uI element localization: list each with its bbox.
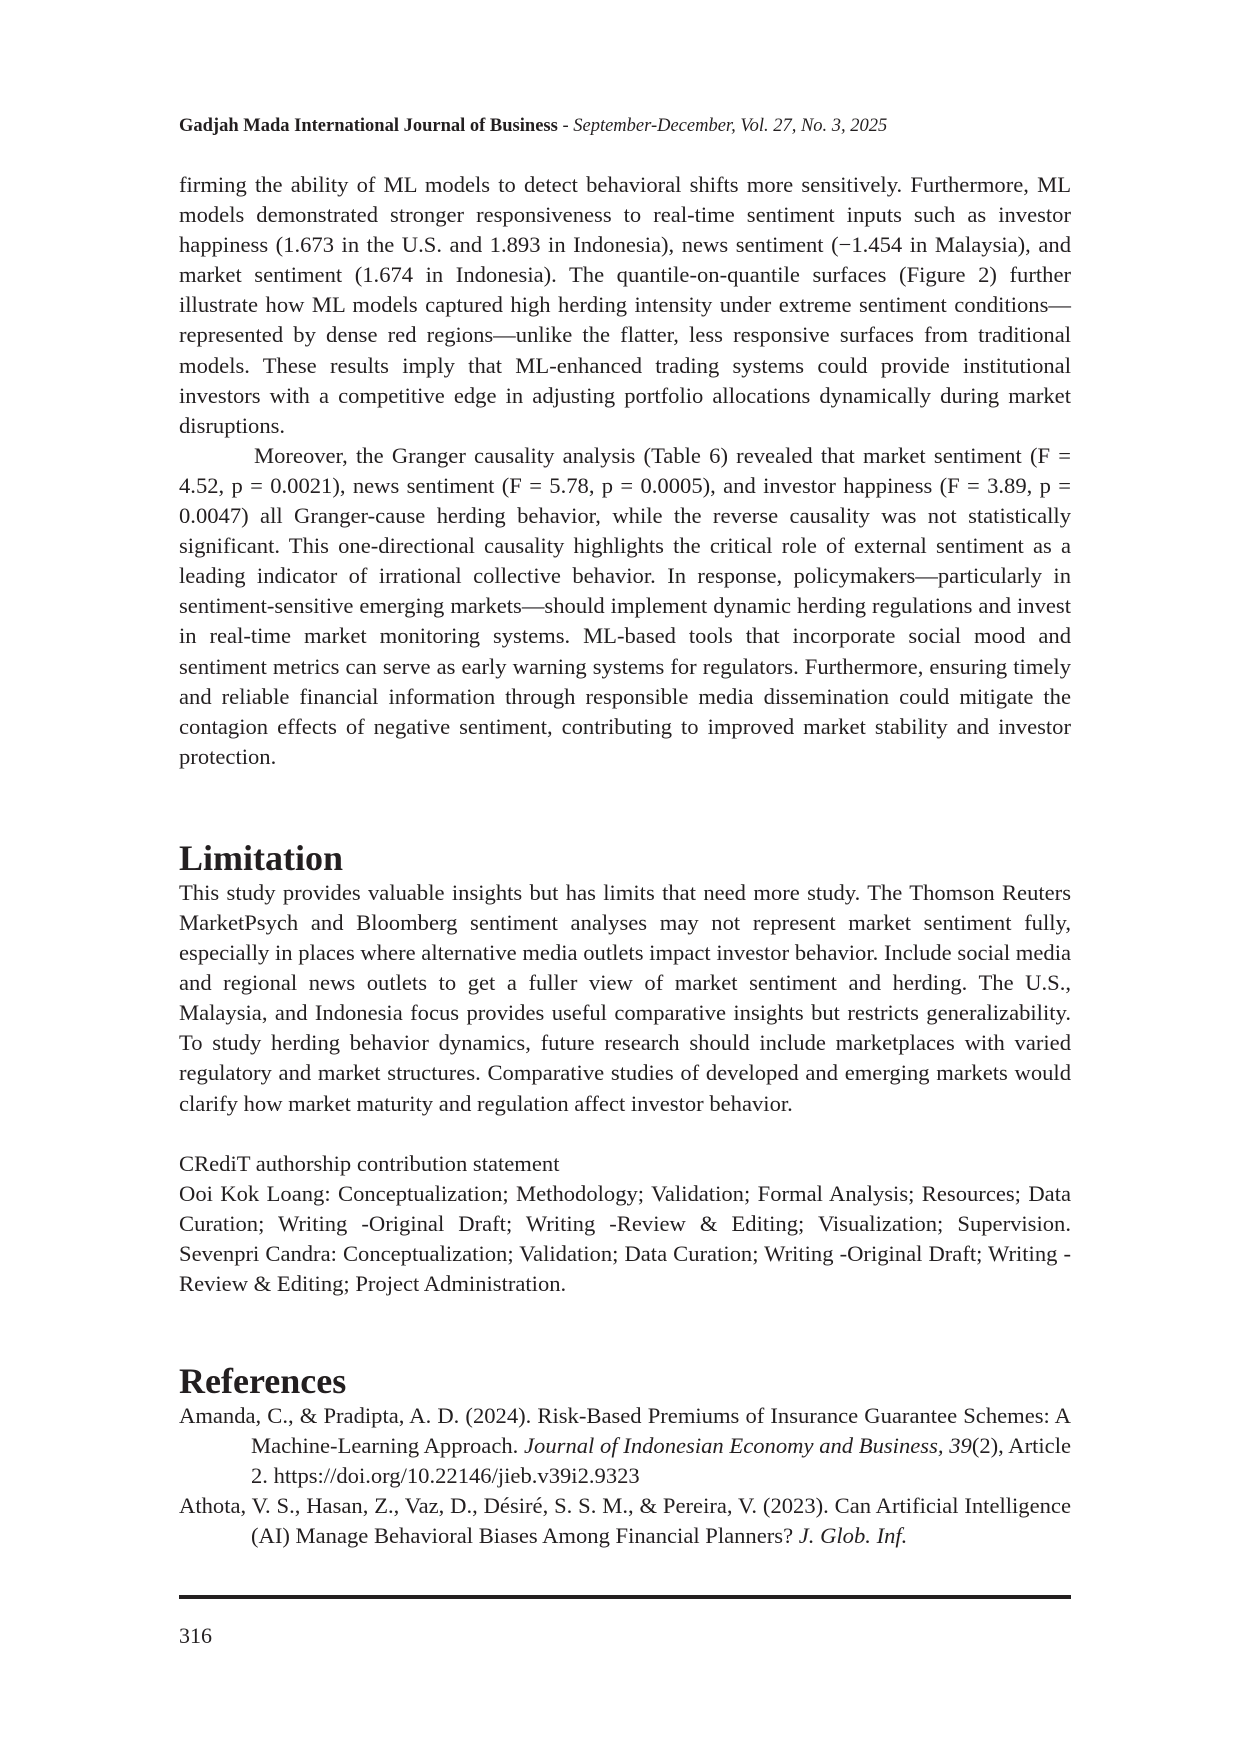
reference-list <box>179 1401 1071 1551</box>
credit-title: CRediT authorship contribution statement <box>179 1150 560 1176</box>
limitation-paragraph: This study provides valuable insights but has limits that need more study. The Thomson Reuters MarketPsych and Bloomberg sentiment analyses may not represent market sentiment fully, especially in places where alternative media outlets impact investor behavior. Include social media and regional news outlets to get a fuller view of market sentiment and herding. The U.S., Malaysia, and Indonesia focus provides useful comparative insights but restricts generalizability. To study herding behavior dynamics, future research should include marketplaces with varied regulatory and market structures. Comparative studies of developed and emerging markets would clarify how market maturity and regulation affect investor behavior. <box>179 879 1071 1116</box>
reference-text: Amanda, C., & Pradipta, A. D. (2024). Risk-Based Premiums of Insurance Guarantee Schemes: A Machine-Learning Approach. <box>179 1403 1071 1459</box>
running-header <box>179 114 887 138</box>
reference-journal: Journal of Indonesian Economy and Business, 39 <box>524 1433 972 1459</box>
credit-paragraph: Ooi Kok Loang: Conceptualization; Methodology; Validation; Formal Analysis; Resources; Data Curation; Writing -Original Draft; Writing -Review & Editing; Visualization; Supervision. Sevenpri Candra: Conceptualization; Validation; Data Curation; Writing -Original Draft; Writing -Review & Editing; Project Administration. <box>179 1180 1071 1296</box>
issue-info: September-December, Vol. 27, No. 3, 2025 <box>573 116 888 136</box>
reference-details: (2), Article 2. https://doi.org/10.22146/jieb.v39i2.9323 <box>251 1433 1072 1489</box>
limitation-heading: Limitation <box>179 837 344 878</box>
references-heading: References <box>179 1361 347 1402</box>
page-number: 316 <box>179 1623 212 1648</box>
reference-item <box>179 1491 1071 1551</box>
journal-title: Gadjah Mada International Journal of Business <box>179 116 558 136</box>
reference-text: Athota, V. S., Hasan, Z., Vaz, D., Désiré, S. S. M., & Pereira, V. (2023). Can Artificial Intelligence (AI) Manage Behavioral Biases Among Financial Planners? <box>179 1493 1071 1549</box>
paragraph-granger-causality: Moreover, the Granger causality analysis (Table 6) revealed that market sentiment (F = 4.52, p = 0.0021), news sentiment (F = 5.78, p = 0.0005), and investor happiness (F = 3.89, p = 0.0047) all Granger-cause herding behavior, while the reverse causality was not statistically significant. This one-directional causality highlights the critical role of external sentiment as a leading indicator of irrational collective behavior. In response, policymakers—particularly in sentiment-sensitive emerging markets—should implement dynamic herding regulations and invest in real-time market monitoring systems. ML-based tools that incorporate social mood and sentiment metrics can serve as early warning systems for regulators. Furthermore, ensuring timely and reliable financial information through responsible media dissemination could mitigate the contagion effects of negative sentiment, contributing to improved market stability and investor protection. <box>179 442 1071 769</box>
reference-journal: J. Glob. Inf. <box>798 1523 908 1549</box>
reference-item <box>179 1401 1071 1491</box>
credit-statement <box>179 1149 1071 1299</box>
header-separator: - <box>557 116 574 136</box>
paragraph-ml-responsiveness: firming the ability of ML models to detect behavioral shifts more sensitively. Furthermore, ML models demonstrated stronger responsiveness to real-time sentiment inputs such as investor happiness (1.673 in the U.S. and 1.893 in Indonesia), news sentiment (−1.454 in Malaysia), and market sentiment (1.674 in Indonesia). The quantile-on-quantile surfaces (Figure 2) further illustrate how ML models captured high herding intensity under extreme sentiment conditions—represented by dense red regions—unlike the flatter, less responsive surfaces from traditional models. These results imply that ML-enhanced trading systems could provide institutional investors with a competitive edge in adjusting portfolio allocations dynamically during market disruptions. <box>179 172 1071 438</box>
footer-rule <box>179 1595 1071 1599</box>
body-text <box>179 170 1071 1552</box>
